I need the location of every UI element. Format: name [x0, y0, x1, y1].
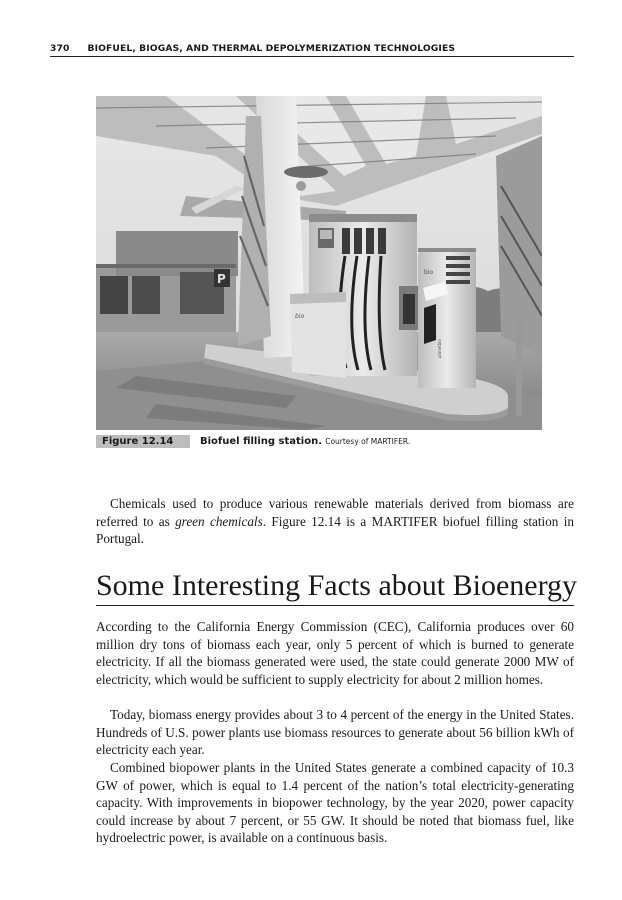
running-head: [50, 43, 574, 57]
intro-text-start: Chemicals used to produce various renewable materials derived from biomass are referred to as: [96, 496, 574, 529]
intro-italic-term: green chemicals: [175, 513, 263, 529]
figure-title: Biofuel filling station.: [200, 436, 323, 447]
intro-text-end: . Figure 12.14 is a MARTIFER biofuel filling station in Portugal.: [96, 513, 574, 547]
filling-station-photo: [96, 96, 542, 430]
body-paragraph-3: Combined biopower plants in the United States generate a combined capacity of 10.3 GW of power, which is equal to 1.4 percent of the nation’s total electricity-generating capacity. With improvements in biopower technology, by the year 2020, power capacity could increase by about 7 percent, or 55 GW. It should be noted that biomass fuel, like hydroelectric power, is available on a continuous basis.: [96, 760, 574, 846]
page-number: 370: [50, 43, 70, 54]
pump-brand-label: bio: [295, 313, 305, 320]
body-paragraph-2: Today, biomass energy provides about 3 to 4 percent of the energy in the United States. Hundreds of U.S. power plants use biomass resources to generate about 56 billion kWh of electricity each year.: [96, 707, 574, 758]
parking-sign: P: [217, 272, 226, 286]
figure-caption: [96, 435, 410, 448]
pump-base: [290, 292, 346, 378]
section-heading: Some Interesting Facts about Bioenergy: [96, 568, 574, 606]
figure-label: Figure 12.14: [96, 435, 190, 448]
dispenser-brand-label: planetbio: [437, 339, 442, 358]
figure-photo: [96, 96, 542, 430]
figure-credit: Courtesy of MARTIFER.: [325, 437, 411, 446]
body-paragraph-1: According to the California Energy Commission (CEC), California produces over 60 million dry tons of biomass each year, only 5 percent of which is burned to generate electricity. If all the biomass generated were used, the state could generate 2000 MW of electricity, which would be sufficient to supply electricity for about 2 million homes.: [96, 619, 574, 687]
running-title: BIOFUEL, BIOGAS, AND THERMAL DEPOLYMERIZATION TECHNOLOGIES: [87, 43, 456, 54]
intro-paragraph: [96, 495, 574, 548]
svg-text:bio: bio: [424, 269, 434, 276]
